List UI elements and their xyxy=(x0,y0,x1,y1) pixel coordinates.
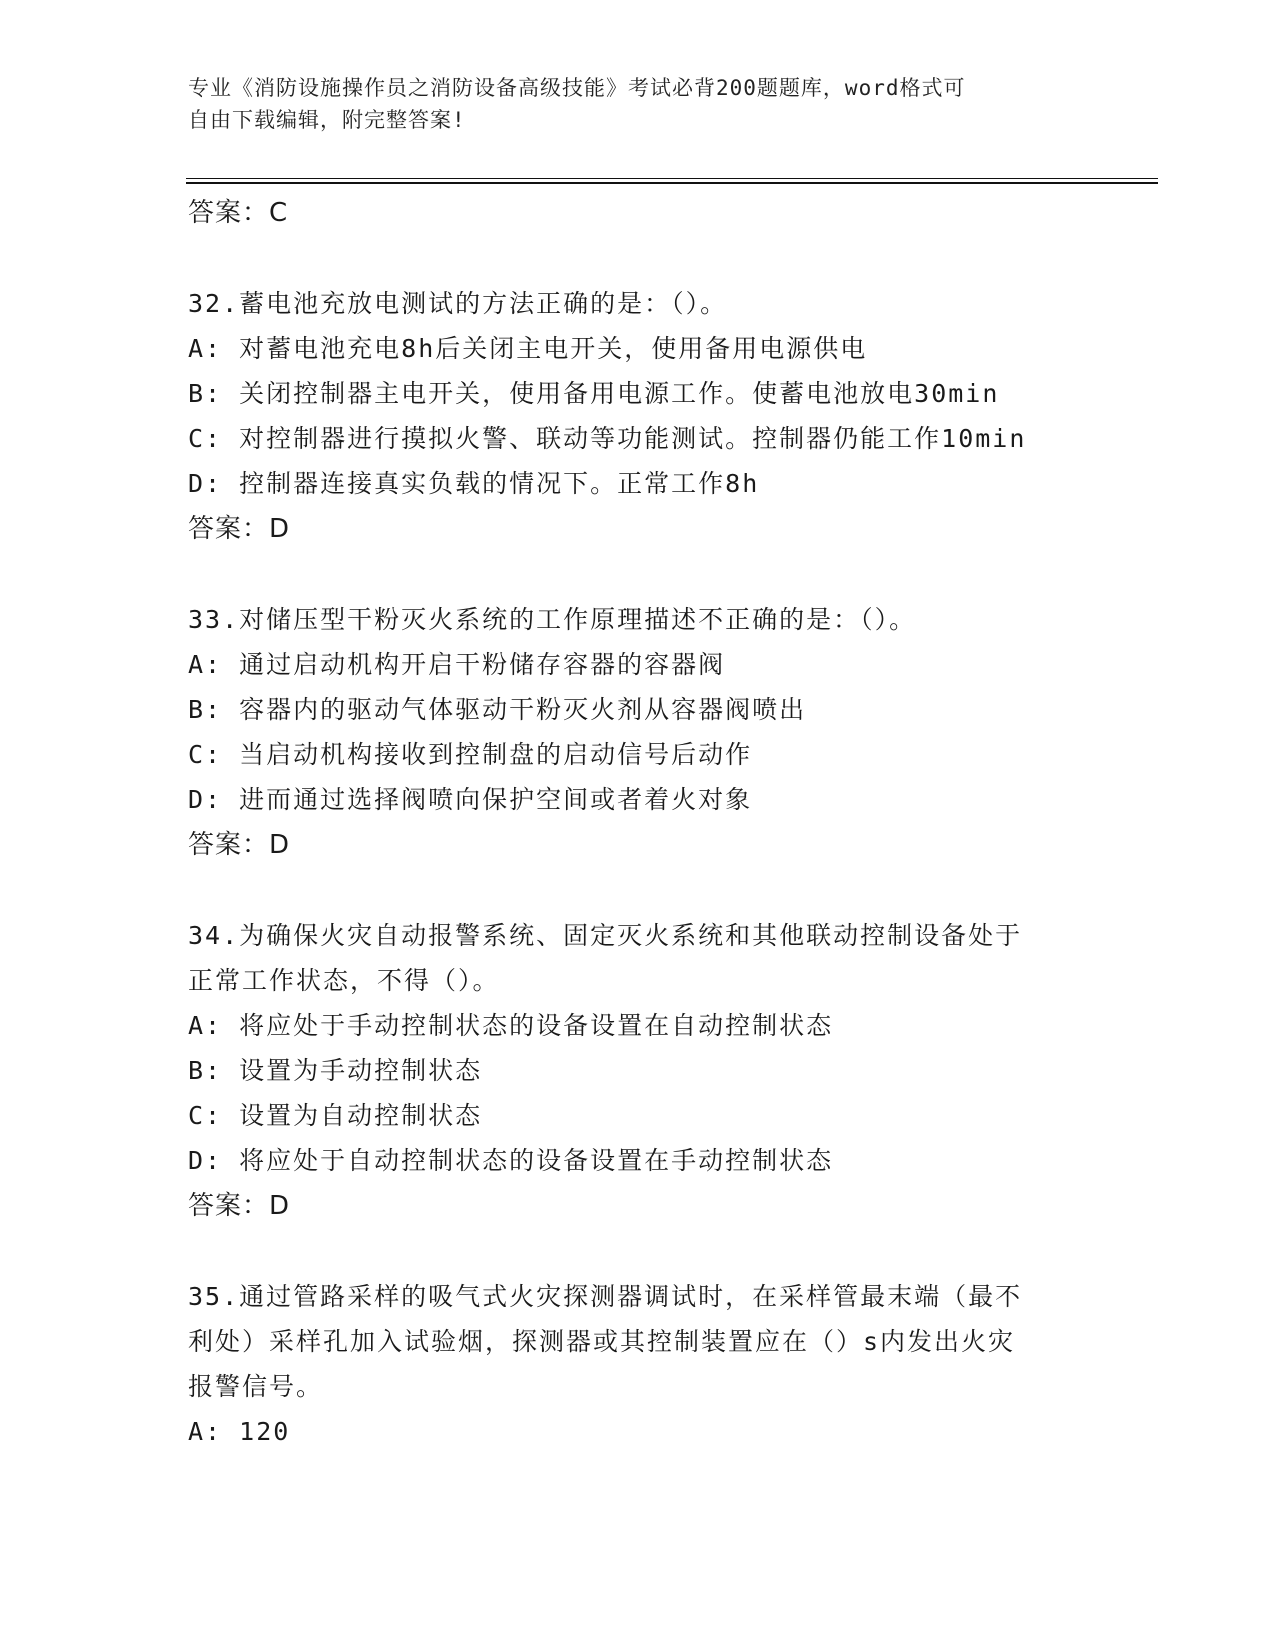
question-text-continued: 报警信号。 xyxy=(188,1372,324,1401)
option-c: C: 对控制器进行摸拟火警、联动等功能测试。控制器仍能工作10min xyxy=(188,424,1027,453)
spacer xyxy=(188,1229,1088,1274)
option-b: B: 关闭控制器主电开关，使用备用电源工作。使蓄电池放电30min xyxy=(188,379,1000,408)
option-b: B: 设置为手动控制状态 xyxy=(188,1056,483,1085)
question-text: 34.为确保火灾自动报警系统、固定灭火系统和其他联动控制设备处于 xyxy=(188,921,1023,950)
option-a: A: 通过启动机构开启干粉储存容器的容器阀 xyxy=(188,650,726,679)
question-block xyxy=(188,597,1088,868)
answer-line: 答案：C xyxy=(188,198,289,228)
question-text-continued: 正常工作状态，不得（）。 xyxy=(188,966,500,995)
spacer xyxy=(188,552,1088,597)
header-line-1: 专业《消防设施操作员之消防设备高级技能》考试必背200题题库，word格式可 xyxy=(188,76,966,100)
option-b: B: 容器内的驱动气体驱动干粉灭火剂从容器阀喷出 xyxy=(188,695,807,724)
option-d: D: 控制器连接真实负载的情况下。正常工作8h xyxy=(188,469,760,498)
question-text-continued: 利处）采样孔加入试验烟，探测器或其控制装置应在（）s内发出火灾 xyxy=(188,1327,1016,1356)
option-d: D: 进而通过选择阀喷向保护空间或者着火对象 xyxy=(188,785,753,814)
option-a: A: 120 xyxy=(188,1417,291,1446)
question-text: 35.通过管路采样的吸气式火灾探测器调试时，在采样管最末端（最不 xyxy=(188,1282,1023,1311)
question-text: 32.蓄电池充放电测试的方法正确的是：（）。 xyxy=(188,289,728,318)
option-a: A: 将应处于手动控制状态的设备设置在自动控制状态 xyxy=(188,1011,834,1040)
spacer xyxy=(188,236,1088,281)
answer-line: 答案：D xyxy=(188,1191,291,1221)
header-divider-thin xyxy=(186,178,1158,179)
question-text: 33.对储压型干粉灭火系统的工作原理描述不正确的是：（）。 xyxy=(188,605,917,634)
option-c: C: 设置为自动控制状态 xyxy=(188,1101,483,1130)
answer-line: 答案：D xyxy=(188,514,291,544)
question-block xyxy=(188,281,1088,552)
question-block xyxy=(188,1274,1088,1454)
spacer xyxy=(188,868,1088,913)
option-d: D: 将应处于自动控制状态的设备设置在手动控制状态 xyxy=(188,1146,834,1175)
document-header xyxy=(188,72,1088,136)
header-divider-thick xyxy=(186,182,1158,184)
option-c: C: 当启动机构接收到控制盘的启动信号后动作 xyxy=(188,740,753,769)
question-block xyxy=(188,913,1088,1229)
question-list xyxy=(188,190,1088,1454)
header-line-2: 自由下载编辑，附完整答案! xyxy=(188,108,466,132)
answer-line: 答案：D xyxy=(188,830,291,860)
option-a: A: 对蓄电池充电8h后关闭主电开关，使用备用电源供电 xyxy=(188,334,868,363)
